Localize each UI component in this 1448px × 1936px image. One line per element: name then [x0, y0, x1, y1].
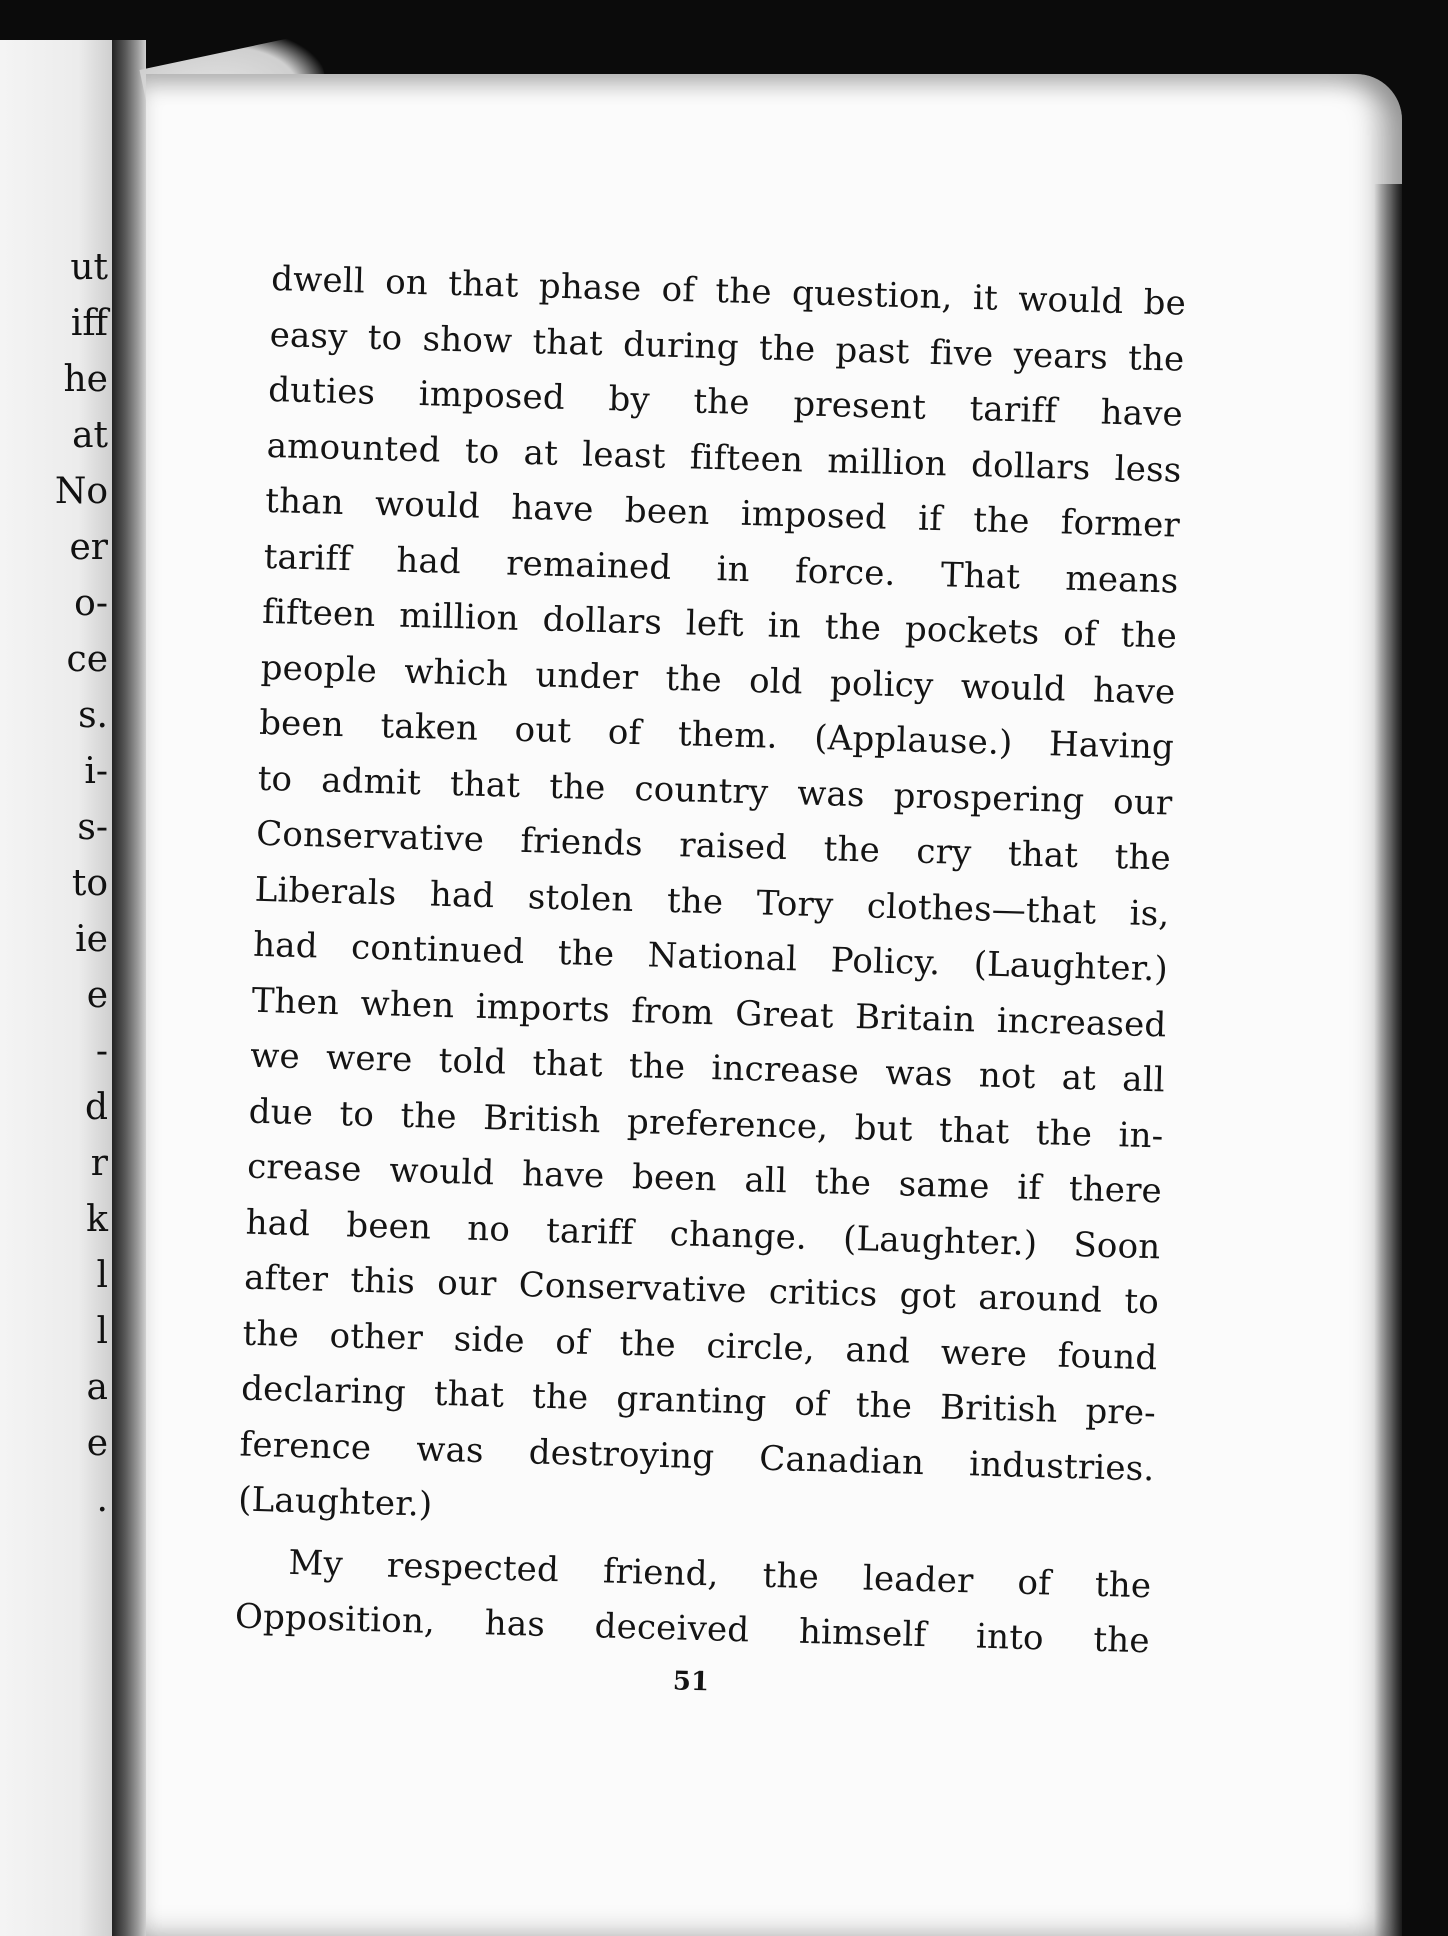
left-fragment: s. — [78, 695, 108, 736]
text-line: due to the British preference, but that the in- — [248, 1091, 1164, 1156]
text-line: declaring that the granting of the British pre- — [240, 1368, 1157, 1434]
text-line: ference was destroying Canadian industries. — [239, 1424, 1155, 1489]
book-gutter — [112, 40, 146, 1936]
left-fragment: e — [86, 1423, 108, 1464]
left-fragment: l — [96, 1311, 108, 1352]
text-line: fifteen million dollars left in the pockets of the — [261, 591, 1178, 657]
left-fragment: o- — [74, 583, 108, 624]
left-fragment: iff — [70, 303, 108, 344]
text-line: dwell on that phase of the question, it would be — [270, 258, 1187, 324]
text-line: Liberals had stolen the Tory clothes—that is, — [254, 869, 1170, 935]
left-fragment: a — [86, 1367, 108, 1408]
text-line: had continued the National Policy. (Laughter.) — [252, 924, 1169, 990]
text-line: crease would have been all the same if there — [246, 1146, 1163, 1212]
text-line: easy to show that during the past five years the — [269, 314, 1185, 380]
left-fragment: ut — [70, 247, 108, 288]
left-fragment: ie — [75, 919, 108, 960]
page-body — [233, 252, 1187, 1716]
left-fragment: to — [71, 863, 108, 904]
text-line: duties imposed by the present tariff have — [267, 369, 1184, 435]
left-fragment: No — [54, 471, 108, 512]
text-line: we were told that the increase was not at all — [249, 1035, 1166, 1101]
left-fragment: he — [63, 359, 108, 400]
paragraph-1 — [237, 252, 1186, 1553]
left-fragment: . — [96, 1479, 108, 1520]
previous-page-sliver — [0, 40, 112, 1936]
left-fragment: ce — [66, 639, 108, 680]
left-fragment: s- — [77, 807, 108, 848]
left-fragment: - — [95, 1031, 108, 1072]
text-line: tariff had remained in force. That means — [263, 536, 1179, 602]
left-fragment: i- — [84, 751, 108, 792]
text-line: (Laughter.) — [237, 1479, 433, 1525]
text-line: been taken out of them. (Applause.) Having — [258, 702, 1175, 768]
text-line: Then when imports from Great Britain increased — [251, 980, 1167, 1045]
text-line: the other side of the circle, and were found — [242, 1313, 1158, 1378]
text-line: had been no tariff change. (Laughter.) Soon — [245, 1202, 1161, 1267]
text-line: than would have been imposed if the former — [264, 480, 1181, 546]
text-line: My respected friend, the leader of the — [288, 1542, 1152, 1606]
page-51 — [146, 74, 1402, 1936]
text-line: Opposition, has deceived himself into the — [234, 1596, 1151, 1662]
page-right-edge-shadow — [1374, 184, 1402, 1936]
left-fragment: e — [86, 975, 108, 1016]
text-line: to admit that the country was prospering our — [257, 758, 1173, 824]
text-line: people which under the old policy would have — [260, 647, 1176, 713]
text-line: Conservative friends raised the cry that the — [255, 813, 1172, 879]
text-line: after this our Conservative critics got around to — [243, 1257, 1160, 1323]
previous-page-text-fragments — [55, 240, 108, 1528]
left-fragment: at — [72, 415, 108, 456]
page-number: 51 — [672, 1665, 710, 1697]
text-line: amounted to at least fifteen million dollars less — [266, 425, 1182, 491]
left-fragment: l — [96, 1255, 108, 1296]
left-fragment: k — [86, 1199, 108, 1240]
left-fragment: r — [90, 1143, 108, 1184]
paragraph-2 — [234, 1534, 1152, 1670]
left-fragment: er — [69, 527, 108, 568]
left-fragment: d — [84, 1087, 108, 1128]
